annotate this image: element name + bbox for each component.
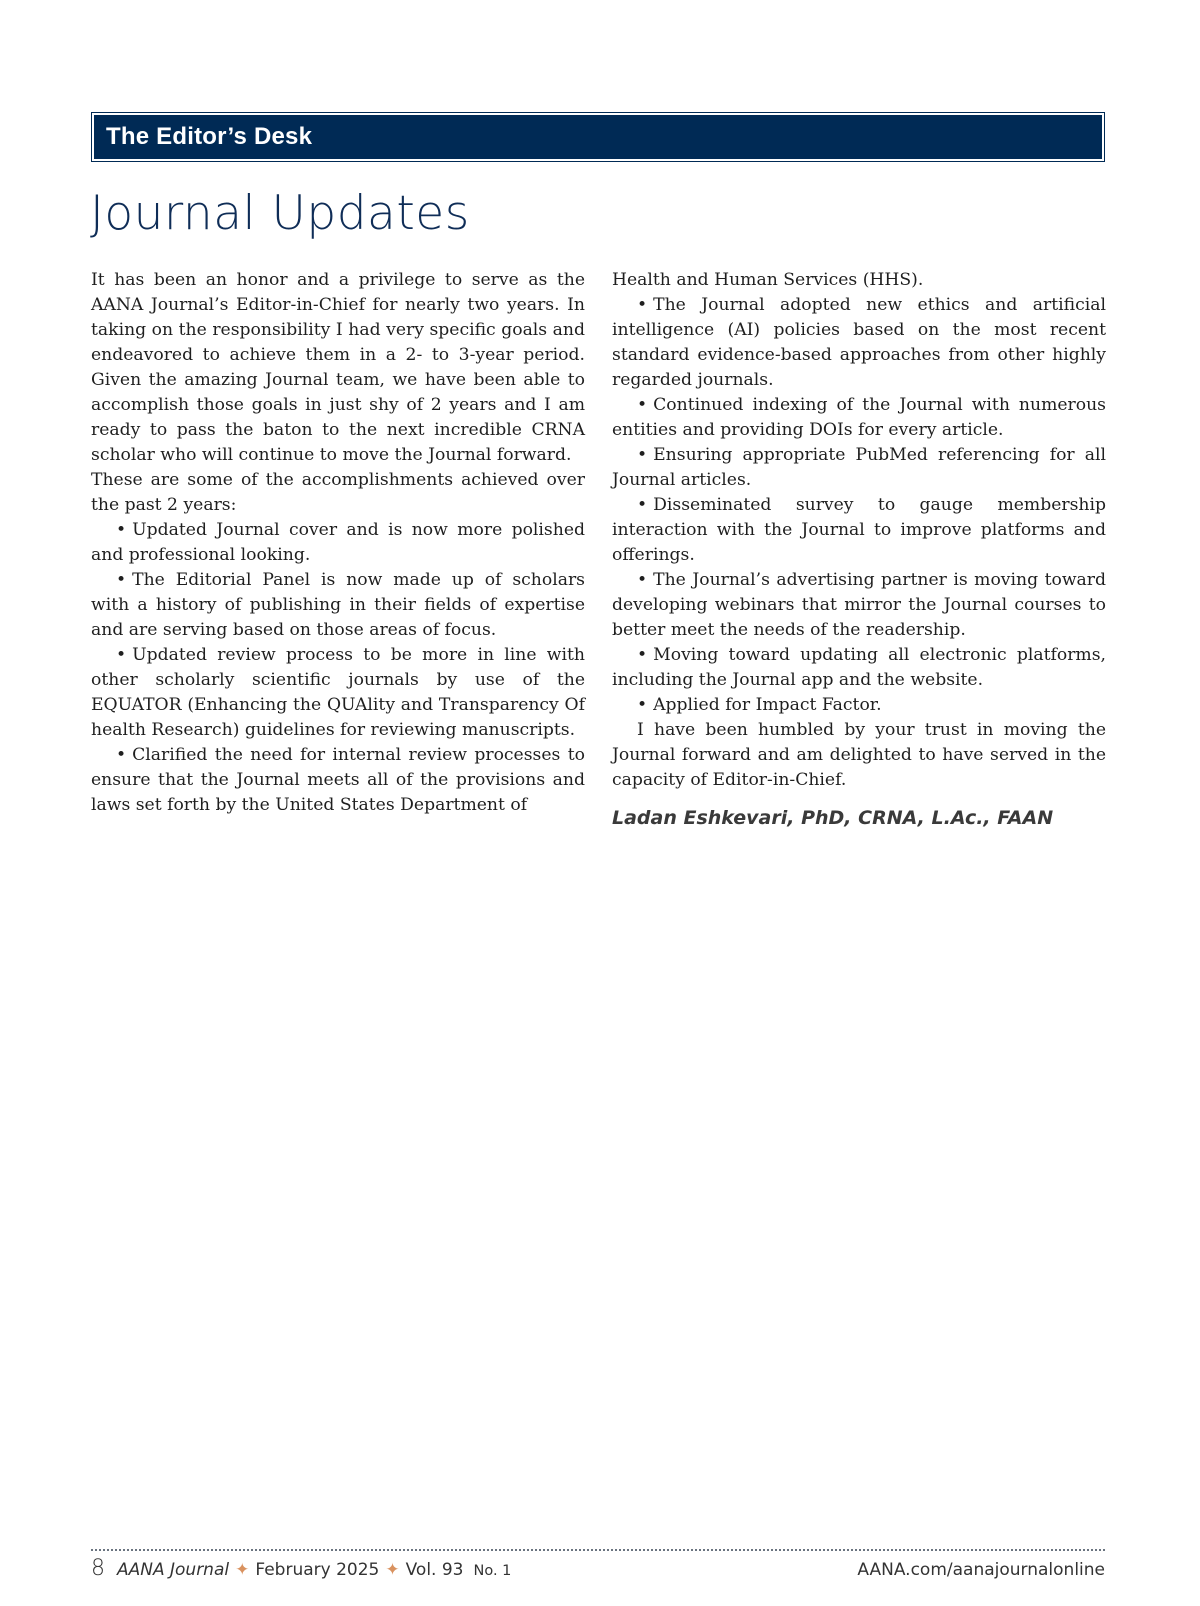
left-column (91, 268, 585, 818)
list-item-text: The Journal adopted new ethics and artificial intelligence (AI) policies based on the most recent standard evidence-based approaches from other highly regarded journals. (612, 295, 1106, 390)
volume-number: Vol. 93 (405, 1560, 464, 1580)
list-item-text: Moving toward updating all electronic platforms, including the Journal app and the website. (612, 645, 1106, 690)
list-item-text: Disseminated survey to gauge membership interaction with the Journal to improve platforms and offerings. (612, 495, 1106, 565)
bullet-icon: • (637, 295, 648, 315)
footer-citation (91, 1556, 511, 1581)
journal-url: AANA.com/aanajournalonline (857, 1560, 1105, 1580)
footer-divider (91, 1549, 1105, 1551)
closing-paragraph: I have been humbled by your trust in moving the Journal forward and am delighted to have served in the capacity of Editor-in-Chief. (612, 720, 1106, 790)
list-item (612, 393, 1106, 443)
separator-icon: ✦ (235, 1560, 250, 1580)
list-item (91, 643, 585, 743)
separator-icon: ✦ (385, 1560, 400, 1580)
list-item-text: Updated review process to be more in line with other scholarly scientific journals by use of the EQUATOR (Enhancing the QUAlity and Transparency Of health Research) guidelines for reviewing manuscripts. (91, 645, 585, 740)
bullet-icon: • (116, 520, 127, 540)
list-item-text: The Editorial Panel is now made up of scholars with a history of publishing in their fields of expertise and are serving based on those areas of focus. (91, 570, 585, 640)
page-footer (91, 1556, 1105, 1586)
page-number: 8 (91, 1556, 105, 1581)
issue-date: February 2025 (255, 1560, 380, 1580)
list-item (91, 568, 585, 643)
section-label: The Editor’s Desk (106, 123, 313, 150)
lead-in-paragraph: These are some of the accomplishments achieved over the past 2 years: (91, 470, 585, 515)
bullet-icon: • (637, 695, 648, 715)
right-column (612, 268, 1106, 831)
continuation-paragraph: Health and Human Services (HHS). (612, 270, 924, 290)
list-item-text: Continued indexing of the Journal with numerous entities and providing DOIs for every article. (612, 395, 1106, 440)
section-banner-fill (94, 115, 1102, 159)
intro-paragraph: It has been an honor and a privilege to serve as the AANA Journal’s Editor-in-Chief for nearly two years. In taking on the responsibility I had very specific goals and endeavored to achieve them in a 2- to 3-year period. Given the amazing Journal team, we have been able to accomplish those goals in just shy of 2 years and I am ready to pass the baton to the next incredible CRNA scholar who will continue to move the Journal forward. (91, 270, 585, 465)
list-item-text: Ensuring appropriate PubMed referencing for all Journal articles. (612, 445, 1106, 490)
list-item (91, 743, 585, 818)
list-item (612, 493, 1106, 568)
journal-name: AANA Journal (117, 1560, 230, 1580)
list-item-text: Applied for Impact Factor. (653, 695, 882, 715)
list-item (91, 518, 585, 568)
list-item (612, 293, 1106, 393)
bullet-icon: • (116, 645, 127, 665)
list-item-text: Clarified the need for internal review processes to ensure that the Journal meets all of the provisions and laws set forth by the United States Department of (91, 745, 585, 815)
bullet-icon: • (637, 645, 648, 665)
author-signature: Ladan Eshkevari, PhD, CRNA, L.Ac., FAAN (612, 807, 1054, 829)
issue-number: No. 1 (473, 1563, 512, 1579)
list-item (612, 693, 1106, 718)
bullet-icon: • (637, 395, 648, 415)
list-item (612, 443, 1106, 493)
bullet-icon: • (637, 570, 648, 590)
list-item (612, 643, 1106, 693)
bullet-icon: • (116, 745, 127, 765)
list-item-text: The Journal’s advertising partner is moving toward developing webinars that mirror the Journal courses to better meet the needs of the readership. (612, 570, 1106, 640)
bullet-icon: • (637, 445, 648, 465)
list-item (612, 568, 1106, 643)
bullet-icon: • (116, 570, 127, 590)
list-item-text: Updated Journal cover and is now more polished and professional looking. (91, 520, 585, 565)
bullet-icon: • (637, 495, 648, 515)
section-banner (91, 112, 1105, 162)
article-title: Journal Updates (90, 186, 470, 241)
